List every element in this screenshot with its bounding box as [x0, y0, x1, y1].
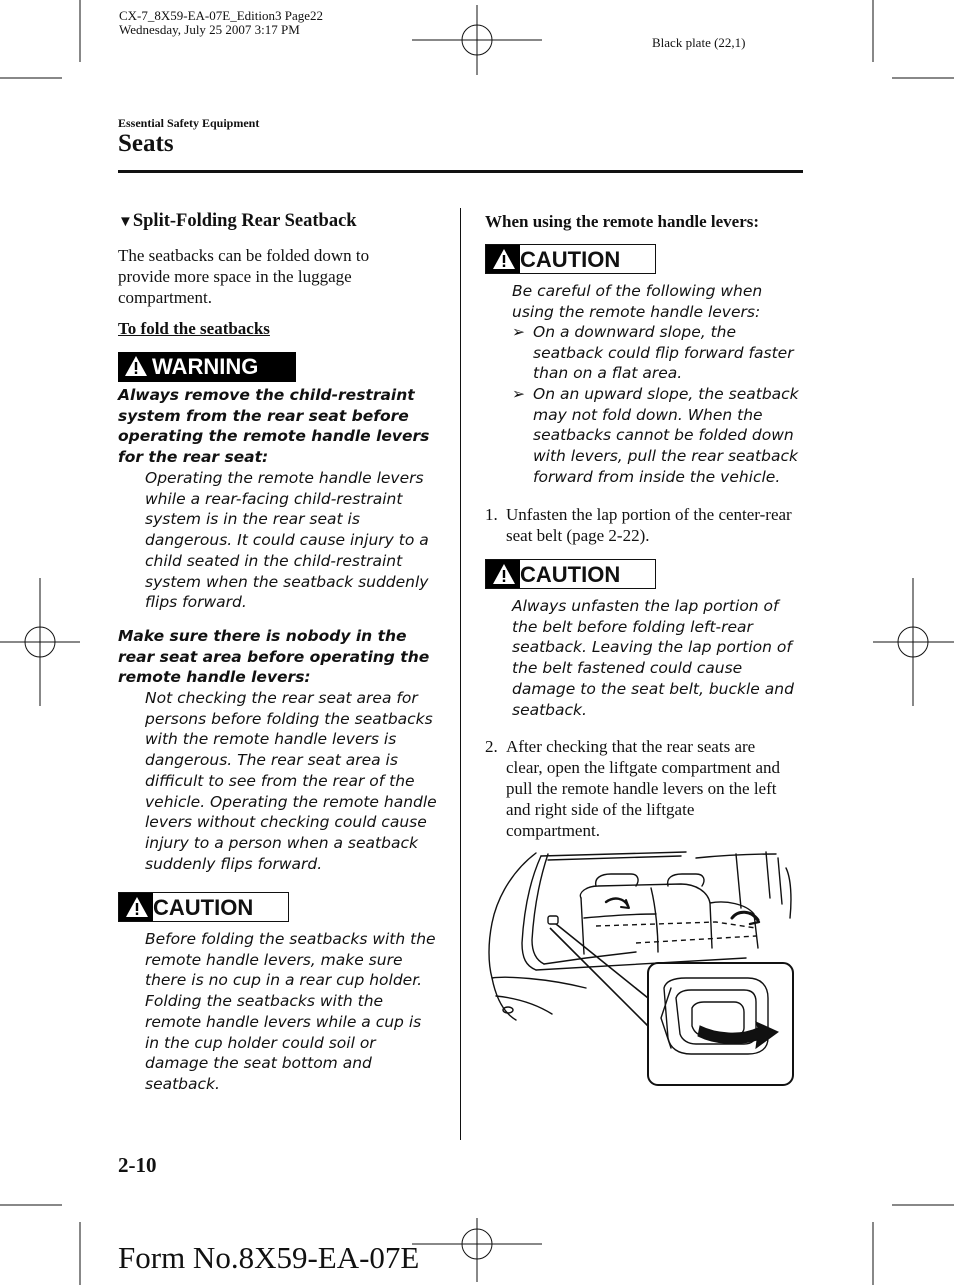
- caution-left-body: Before folding the seatbacks with the remote handle levers, make sure there is no cup in a rear cup holder. Folding the seatbacks with the remote handle levers while a cup is in the cup holder could soil or damage the seat bottom and seatback.: [145, 930, 436, 1093]
- warning-p2-lead: Make sure there is nobody in the rear seat area before operating the remote handle levers:: [118, 627, 430, 687]
- warning-p1-body: Operating the remote handle levers while a rear-facing child-restraint system is in the rear seat is dangerous. It could cause injury to a child seated in the child-restraint system when the seatback suddenly flips forward.: [145, 469, 429, 612]
- triangle-down-icon: ▼: [118, 214, 133, 230]
- step-number: 2.: [485, 737, 498, 756]
- warning-p2-body: Not checking the rear seat area for persons before folding the seatbacks with the remote handle levers is dangerous. The rear seat area is difficult to see from the rear of the vehicle. Operating the remote handle levers without checking could cause injury to a person when a seatback suddenly flips forward.: [145, 689, 437, 873]
- print-file-line: CX-7_8X59-EA-07E_Edition3 Page22: [119, 8, 324, 23]
- header-rule: [118, 170, 803, 173]
- column-divider: [460, 208, 461, 1140]
- warning-label: WARNING: [152, 354, 259, 379]
- arrow-bullet-icon: ➢: [512, 385, 525, 403]
- subheading: To fold the seatbacks: [118, 319, 270, 338]
- intro-paragraph: The seatbacks can be folded down to provide more space in the luggage compartment.: [118, 246, 370, 307]
- step-2: [485, 736, 785, 841]
- step-text: After checking that the rear seats are clear, open the liftgate compartment and pull the remote handle levers on the left and right side of the liftgate compartment.: [506, 737, 781, 840]
- print-date-line: Wednesday, July 25 2007 3:17 PM: [119, 22, 300, 37]
- section-heading: [118, 211, 357, 232]
- warning-icon: [492, 563, 516, 585]
- caution1-lead: Be careful of the following when using the remote handle levers:: [512, 282, 763, 321]
- caution1-item-1: [512, 322, 804, 384]
- form-number: Form No.8X59-EA-07E: [118, 1240, 420, 1275]
- page-number: 2-10: [118, 1153, 157, 1177]
- caution-label: CAUTION: [520, 247, 621, 272]
- caution1-item-text: On a downward slope, the seatback could flip forward faster than on a flat area.: [533, 323, 794, 383]
- warning-badge: [118, 352, 298, 382]
- page-title: Seats: [118, 130, 174, 157]
- warning-icon: [492, 248, 516, 270]
- arrow-bullet-icon: ➢: [512, 323, 525, 341]
- step-text: Unfasten the lap portion of the center-rear seat belt (page 2-22).: [506, 505, 792, 545]
- caution1-item-text: On an upward slope, the seatback may not fold down. When the seatbacks cannot be folded down with levers, pull the rear seatback forward from inside the vehicle.: [533, 385, 799, 486]
- section-heading-text: Split-Folding Rear Seatback: [132, 211, 357, 231]
- warning-icon: [124, 355, 148, 377]
- caution-badge-1: [485, 244, 656, 274]
- caution1-item-2: [512, 384, 804, 488]
- liftgate-lever-illustration: [486, 848, 796, 1088]
- warning-p1-lead: Always remove the child-restraint system from the rear seat before operating the remote handle levers for the rear seat:: [118, 386, 430, 467]
- caution-badge-2: [485, 559, 656, 589]
- step-number: 1.: [485, 505, 498, 524]
- caution-label: CAUTION: [153, 895, 254, 920]
- warning-icon: [125, 896, 149, 918]
- section-label: Essential Safety Equipment: [118, 116, 260, 130]
- step-1: [485, 504, 793, 546]
- plate-label: Black plate (22,1): [652, 35, 746, 50]
- caution-badge-left: [118, 892, 289, 922]
- caution2-body: Always unfasten the lap portion of the belt before folding left-rear seatback. Leaving the lap portion of the belt fastened could cause damage to the seat belt, buckle and seatback.: [512, 597, 794, 719]
- right-heading: When using the remote handle levers:: [485, 212, 760, 231]
- caution-label: CAUTION: [520, 562, 621, 587]
